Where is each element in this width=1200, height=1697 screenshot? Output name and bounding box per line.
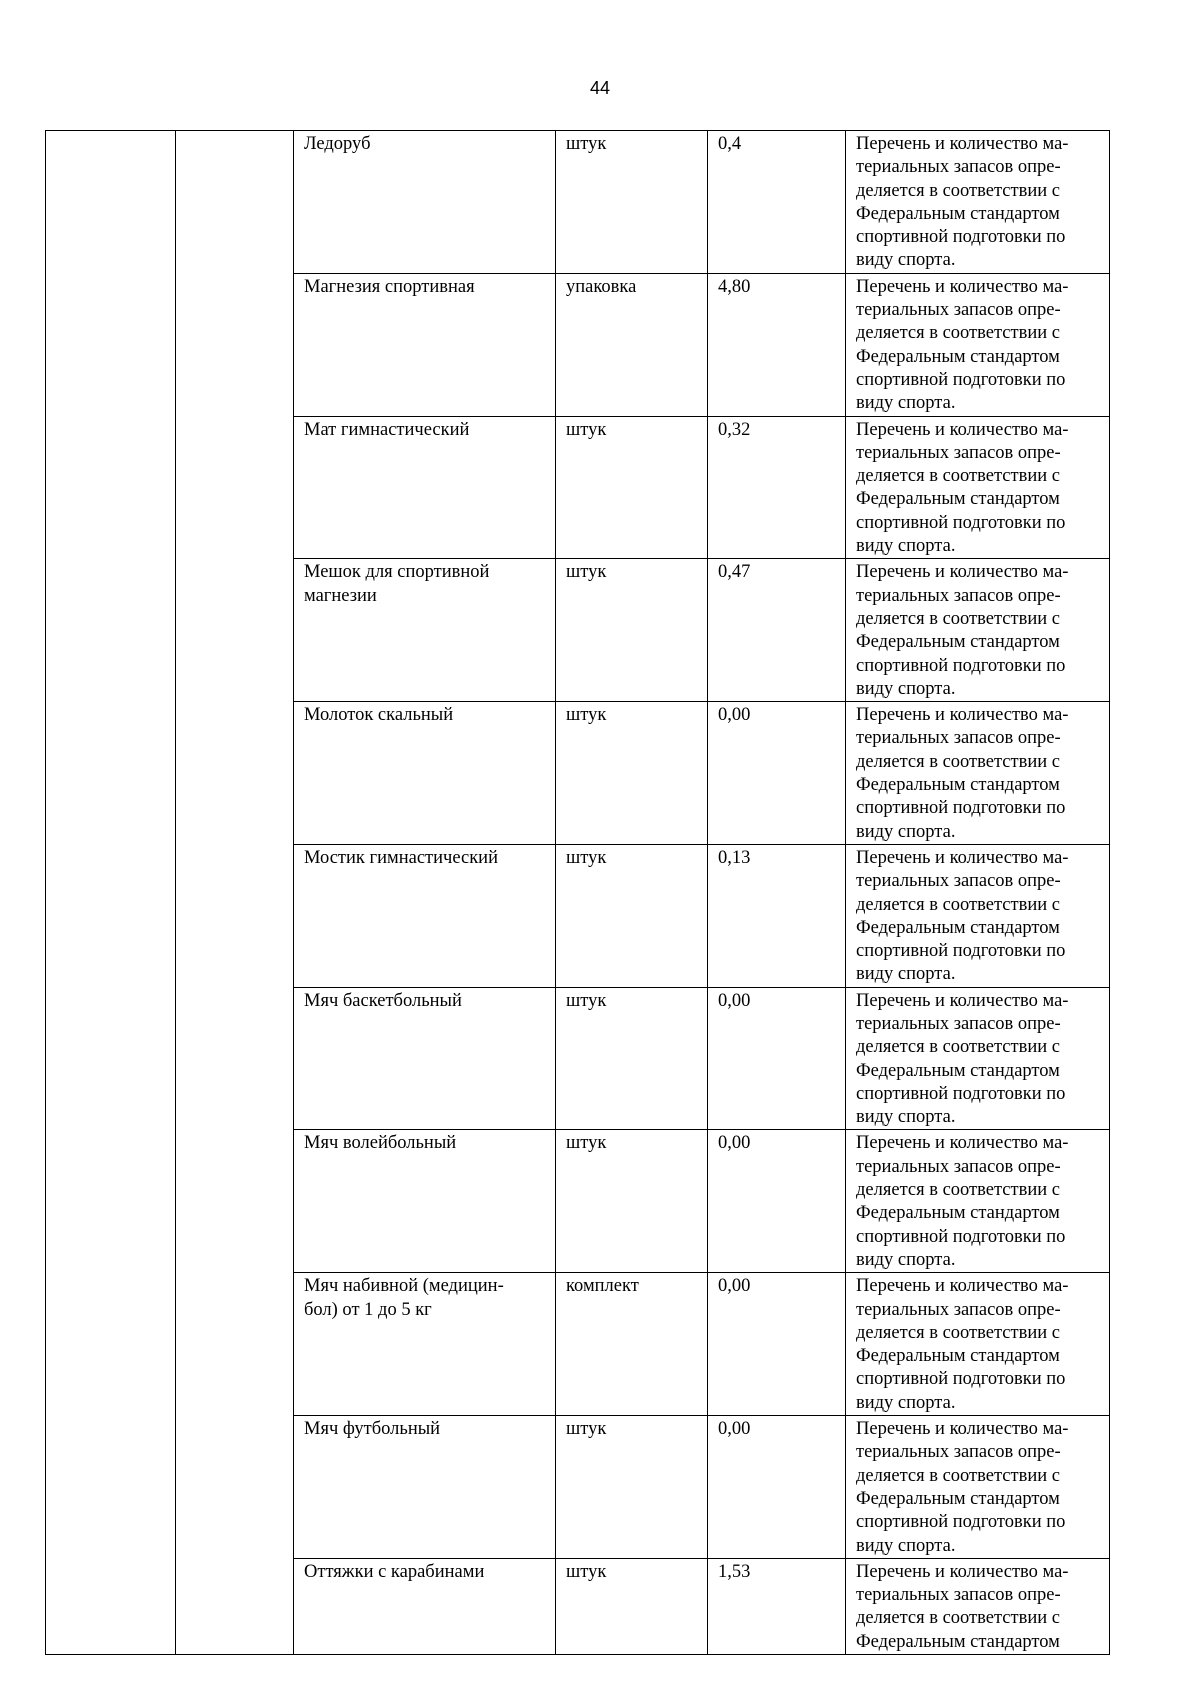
note-line: Федеральным стандартом	[856, 346, 1060, 367]
note-line: спортивной подготовки по	[856, 1512, 1066, 1533]
note-line: спортивной подготовки по	[856, 1083, 1066, 1104]
item-name-line: магнезии	[304, 585, 377, 606]
item-name-line: Мостик гимнастический	[304, 847, 498, 868]
note-line: териальных запасов опре-	[856, 871, 1061, 892]
item-name-line: Ледоруб	[304, 134, 371, 154]
item-name-line: Оттяжки с карабинами	[304, 1561, 485, 1582]
note-cell	[846, 273, 1110, 416]
note-line: деляется в соответствии с	[856, 1037, 1060, 1058]
note-line: спортивной подготовки по	[856, 369, 1066, 390]
item-name-cell	[294, 131, 556, 274]
note-line: Перечень и количество ма-	[856, 1419, 1069, 1440]
note-line: Федеральным стандартом	[856, 203, 1060, 224]
note-line: виду спорта.	[856, 964, 956, 985]
note-line: деляется в соответствии с	[856, 323, 1060, 344]
item-name-cell	[294, 273, 556, 416]
quantity-cell: 0,00	[708, 1416, 846, 1559]
note-line: виду спорта.	[856, 1392, 956, 1413]
note-cell	[846, 844, 1110, 987]
note-line: деляется в соответствии с	[856, 1180, 1060, 1201]
note-line: териальных запасов опре-	[856, 157, 1061, 178]
note-line: деляется в соответствии с	[856, 1608, 1060, 1629]
note-line: Перечень и количество ма-	[856, 419, 1069, 440]
note-line: Перечень и количество ма-	[856, 562, 1069, 583]
quantity-cell: 0,4	[708, 131, 846, 274]
unit-cell: штук	[556, 416, 708, 559]
note-line: деляется в соответствии с	[856, 180, 1060, 201]
quantity-cell: 0,13	[708, 844, 846, 987]
note-line: Федеральным стандартом	[856, 917, 1060, 938]
note-cell	[846, 1558, 1110, 1654]
item-name-cell	[294, 559, 556, 702]
note-line: виду спорта.	[856, 1249, 956, 1270]
quantity-cell: 0,00	[708, 1273, 846, 1416]
unit-cell: штук	[556, 1416, 708, 1559]
item-name-cell	[294, 1273, 556, 1416]
note-line: териальных запасов опре-	[856, 442, 1061, 463]
item-name-cell	[294, 844, 556, 987]
note-cell	[846, 987, 1110, 1130]
note-line: Федеральным стандартом	[856, 1488, 1060, 1509]
note-line: виду спорта.	[856, 678, 956, 699]
quantity-cell: 0,32	[708, 416, 846, 559]
item-name-cell	[294, 702, 556, 845]
note-line: виду спорта.	[856, 821, 956, 842]
note-cell	[846, 702, 1110, 845]
note-cell	[846, 416, 1110, 559]
note-line: виду спорта.	[856, 536, 956, 557]
note-line: деляется в соответствии с	[856, 751, 1060, 772]
item-name-cell	[294, 1416, 556, 1559]
note-line: спортивной подготовки по	[856, 1369, 1066, 1390]
page-number: 44	[589, 78, 611, 98]
unit-cell: штук	[556, 559, 708, 702]
note-cell	[846, 131, 1110, 274]
note-line: виду спорта.	[856, 1535, 956, 1556]
note-line: териальных запасов опре-	[856, 585, 1061, 606]
note-line: Перечень и количество ма-	[856, 705, 1069, 726]
item-name-cell	[294, 416, 556, 559]
note-line: Федеральным стандартом	[856, 1060, 1060, 1081]
note-line: деляется в соответствии с	[856, 466, 1060, 487]
item-name-cell	[294, 1130, 556, 1273]
note-cell	[846, 559, 1110, 702]
unit-cell: штук	[556, 1130, 708, 1273]
note-line: деляется в соответствии с	[856, 1322, 1060, 1343]
quantity-cell: 1,53	[708, 1558, 846, 1654]
note-line: Перечень и количество ма-	[856, 276, 1069, 297]
item-name-cell	[294, 987, 556, 1130]
note-line: Федеральным стандартом	[856, 489, 1060, 510]
note-line: деляется в соответствии с	[856, 1465, 1060, 1486]
note-line: спортивной подготовки по	[856, 798, 1066, 819]
quantity-cell: 0,00	[708, 702, 846, 845]
note-line: Перечень и количество ма-	[856, 1561, 1069, 1582]
empty-category-column	[176, 131, 294, 1655]
note-line: териальных запасов опре-	[856, 1585, 1061, 1606]
material-stock-table	[45, 130, 1110, 1655]
note-line: спортивной подготовки по	[856, 227, 1066, 248]
unit-cell: штук	[556, 131, 708, 274]
note-line: териальных запасов опре-	[856, 1013, 1061, 1034]
note-line: виду спорта.	[856, 393, 956, 414]
item-name-line: Мат гимнастический	[304, 419, 470, 440]
item-name-line: Магнезия спортивная	[304, 276, 475, 297]
unit-cell: штук	[556, 844, 708, 987]
quantity-cell: 0,00	[708, 1130, 846, 1273]
note-line: териальных запасов опре-	[856, 1156, 1061, 1177]
note-line: териальных запасов опре-	[856, 1299, 1061, 1320]
note-line: териальных запасов опре-	[856, 1442, 1061, 1463]
note-line: Федеральным стандартом	[856, 1203, 1060, 1224]
unit-cell: штук	[556, 1558, 708, 1654]
note-line: Федеральным стандартом	[856, 1631, 1060, 1652]
note-line: Перечень и количество ма-	[856, 990, 1069, 1011]
quantity-cell: 4,80	[708, 273, 846, 416]
note-line: Федеральным стандартом	[856, 1346, 1060, 1367]
table-row	[46, 131, 1110, 274]
item-name-line: Мешок для спортивной	[304, 562, 490, 583]
note-cell	[846, 1416, 1110, 1559]
unit-cell: штук	[556, 987, 708, 1130]
note-line: виду спорта.	[856, 1107, 956, 1128]
note-line: Перечень и количество ма-	[856, 1276, 1069, 1297]
item-name-line: Мяч футбольный	[304, 1419, 441, 1440]
quantity-cell: 0,00	[708, 987, 846, 1130]
note-line: териальных запасов опре-	[856, 728, 1061, 749]
item-name-line: Мяч баскетбольный	[304, 990, 462, 1011]
item-name-line: Молоток скальный	[304, 705, 454, 726]
item-name-cell	[294, 1558, 556, 1654]
unit-cell: упаковка	[556, 273, 708, 416]
note-line: Перечень и количество ма-	[856, 1133, 1069, 1154]
note-line: спортивной подготовки по	[856, 941, 1066, 962]
item-name-line: Мяч волейбольный	[304, 1133, 457, 1154]
note-line: спортивной подготовки по	[856, 512, 1066, 533]
note-line: спортивной подготовки по	[856, 1226, 1066, 1247]
unit-cell: комплект	[556, 1273, 708, 1416]
note-line: Федеральным стандартом	[856, 775, 1060, 796]
note-line: териальных запасов опре-	[856, 300, 1061, 321]
note-line: деляется в соответствии с	[856, 894, 1060, 915]
item-name-line: Мяч набивной (медицин-	[304, 1276, 504, 1297]
note-line: деляется в соответствии с	[856, 608, 1060, 629]
note-cell	[846, 1130, 1110, 1273]
quantity-cell: 0,47	[708, 559, 846, 702]
note-line: Перечень и количество ма-	[856, 134, 1069, 154]
unit-cell: штук	[556, 702, 708, 845]
item-name-line: бол) от 1 до 5 кг	[304, 1299, 432, 1320]
note-line: Перечень и количество ма-	[856, 847, 1069, 868]
note-cell	[846, 1273, 1110, 1416]
note-line: Федеральным стандартом	[856, 632, 1060, 653]
note-line: спортивной подготовки по	[856, 655, 1066, 676]
empty-number-column	[46, 131, 176, 1655]
note-line: виду спорта.	[856, 250, 956, 271]
